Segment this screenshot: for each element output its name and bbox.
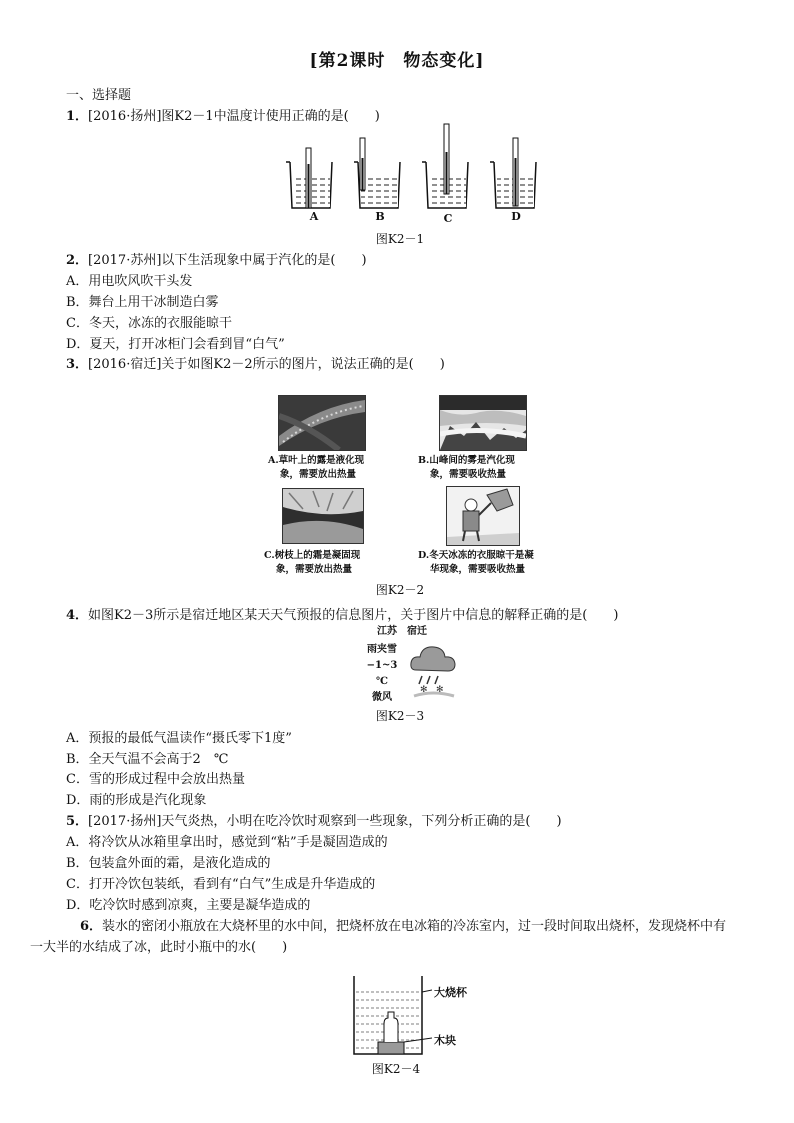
photo-mountain-fog [439,395,527,451]
question-4-option-c: C．雪的形成过程中会放出热量 [66,772,245,787]
question-4 [66,604,618,623]
question-5-option-a: A．将冷饮从冰箱里拿出时，感觉到“粘”手是凝固造成的 [66,835,388,850]
question-5-option-b: B．包装盒外面的霜，是液化造成的 [66,856,271,871]
photo-a-caption [268,454,364,482]
beaker-c [422,124,468,208]
figure-caption-k2-2: 图K2－2 [375,583,425,597]
photo-b-caption-line-2: 象，需要吸收热量 [430,469,507,480]
weather-location: 江苏 宿迁 [377,626,427,637]
beaker-b [354,138,400,208]
weather-temperature: −1~3 ℃ [366,660,398,687]
option-label-c: C [443,212,453,225]
question-4-option-b: B．全天气温不会高于2 ℃ [66,752,229,767]
question-3-text: [2016·宿迁]关于如图K2－2所示的图片，说法正确的是( ) [88,357,445,372]
photo-dew-on-grass [278,395,366,451]
question-5-number: 5． [66,814,89,829]
question-4-text: 如图K2－3所示是宿迁地区某天天气预报的信息图片，关于图片中信息的解释正确的是( ) [88,608,619,623]
photo-c-caption [264,549,360,577]
figure-caption-k2-1: 图K2－1 [375,232,425,246]
question-6-text-line-2: 一大半的水结成了冰，此时小瓶中的水( ) [30,940,288,955]
weather-condition: 雨夹雪 [367,644,397,655]
question-2-option-d: D．夏天，打开冰柜门会看到冒“白气” [66,337,285,352]
question-2-option-b: B．舞台上用干冰制造白雾 [66,295,219,310]
photo-a-caption-line-2: 象，需要放出热量 [280,469,357,480]
question-5 [66,810,562,829]
question-4-option-d: D．雨的形成是汽化现象 [66,793,207,808]
question-2-text: [2017·苏州]以下生活现象中属于汽化的是( ) [88,253,367,268]
photo-a-caption-line-1: A.草叶上的露是液化现 [268,455,365,466]
option-label-b: B [375,210,385,223]
question-3 [66,353,445,372]
label-wood-block: 木块 [434,1034,456,1047]
question-1-number: 1． [66,109,89,124]
svg-text:✻: ✻ [420,685,428,695]
photo-d-caption-line-2: 华现象，需要吸收热量 [430,564,526,575]
question-4-option-a: A．预报的最低气温读作“摄氏零下1度” [66,731,292,746]
weather-wind: 微风 [372,692,392,703]
question-3-number: 3． [66,357,89,372]
page-title: [第2课时 物态变化] [309,51,485,71]
photo-b-caption [418,454,515,482]
label-big-beaker: 大烧杯 [434,986,467,999]
question-2-number: 2． [66,253,89,268]
question-6-text-line-1: 装水的密闭小瓶放在大烧杯里的水中间，把烧杯放在电冰箱的冷冻室内，过一段时间取出烧杯，发现烧杯中有 [102,919,727,934]
photo-d-caption [418,549,534,577]
question-5-option-c: C．打开冷饮包装纸，看到有“白气”生成是升华造成的 [66,877,376,892]
weather-text [360,642,404,706]
photo-frozen-clothes [446,486,520,546]
question-6 [80,915,726,934]
sleet-cloud-icon [408,640,458,698]
option-label-a: A [309,210,319,223]
beaker-a [286,148,332,208]
figure-caption-k2-4: 图K2－4 [371,1062,421,1076]
question-1-text: [2016·扬州]图K2－1中温度计使用正确的是( ) [88,109,380,124]
question-2-option-a: A．用电吹风吹干头发 [66,274,193,289]
option-label-d: D [511,210,521,223]
svg-text:✻: ✻ [436,685,444,695]
figure-caption-k2-3: 图K2－3 [375,709,425,723]
beaker-d [490,138,536,208]
beaker-with-bottle-figure [348,970,432,1060]
question-5-text: [2017·扬州]天气炎热，小明在吃冷饮时观察到一些现象，下列分析正确的是( ) [88,814,562,829]
question-4-number: 4． [66,608,89,623]
photo-d-caption-line-1: D.冬天冰冻的衣服晾干是凝 [418,550,534,561]
photo-c-caption-line-2: 象，需要放出热量 [276,564,353,575]
question-2-option-c: C．冬天，冰冻的衣服能晾干 [66,316,232,331]
question-2 [66,249,367,268]
photo-b-caption-line-1: B.山峰间的雾是汽化现 [418,455,515,466]
question-6-number: 6． [80,919,103,934]
section-heading: 一、选择题 [66,88,132,103]
question-5-option-d: D．吃冷饮时感到凉爽，主要是凝华造成的 [66,898,311,913]
photo-frost-on-branches [282,488,364,544]
photo-c-caption-line-1: C.树枝上的霜是凝固现 [264,550,361,561]
